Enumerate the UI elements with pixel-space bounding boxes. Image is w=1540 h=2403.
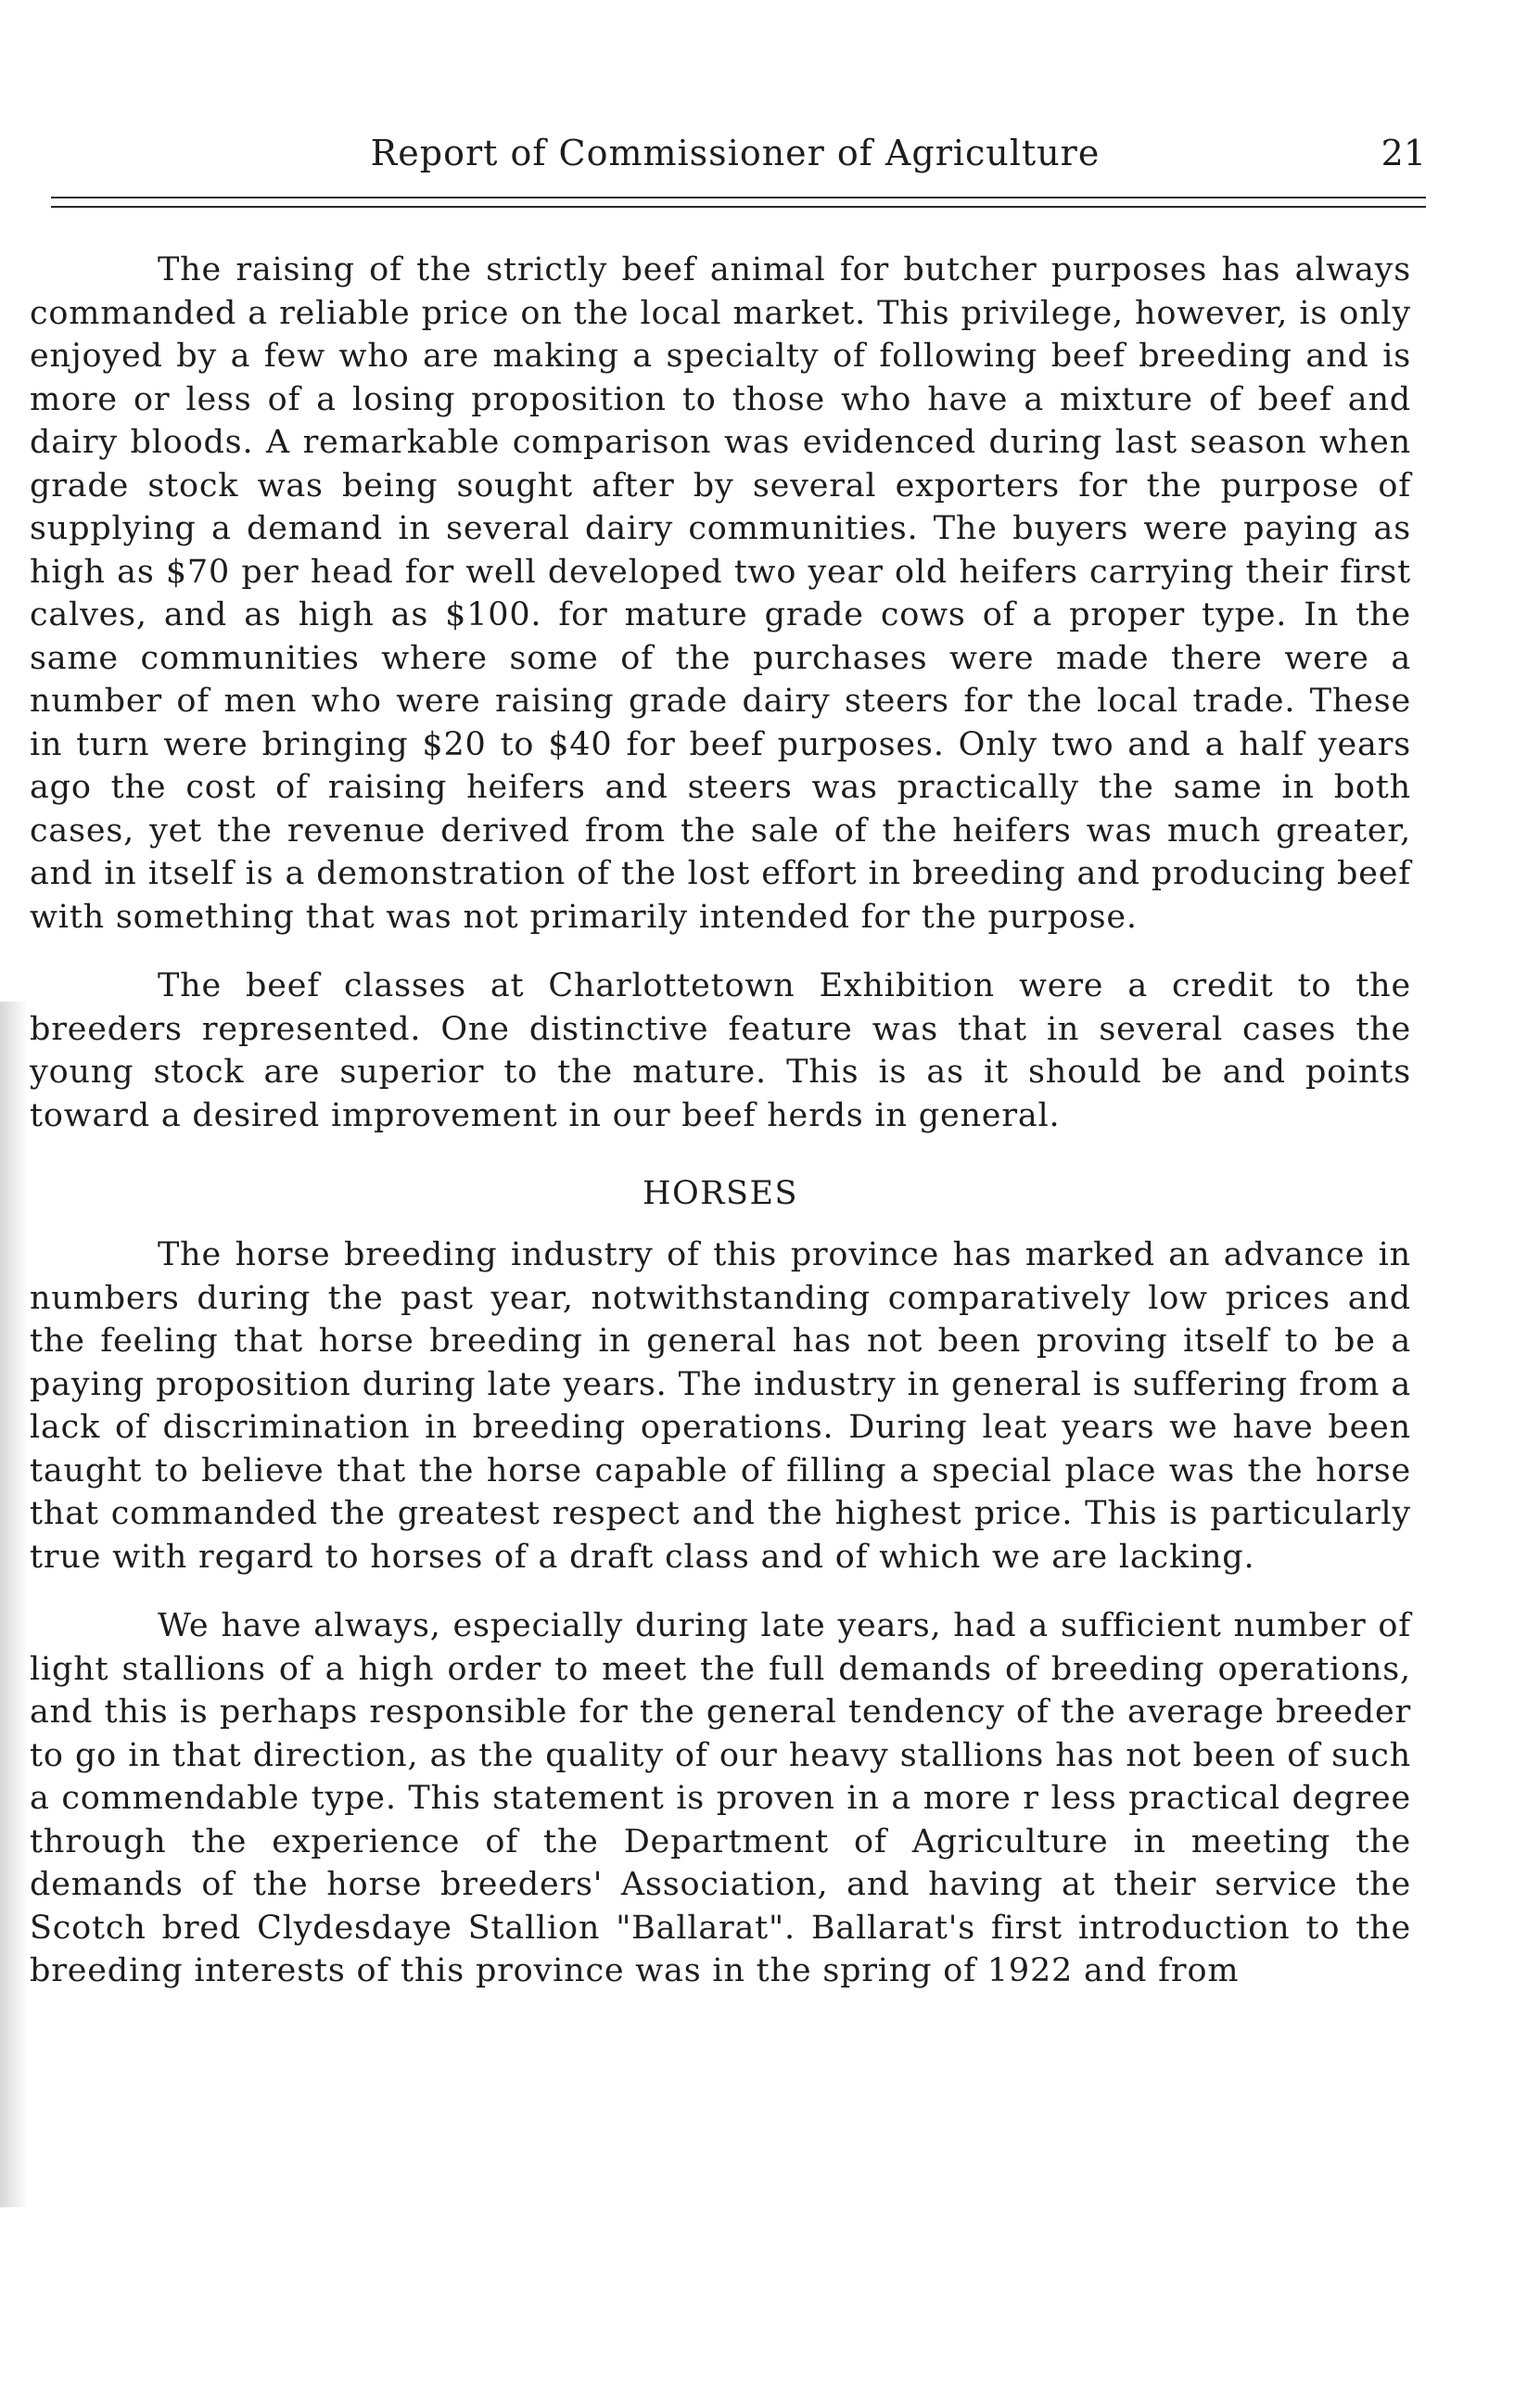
page-body xyxy=(30,249,1411,1993)
header-rule-bottom xyxy=(51,206,1426,208)
section-heading-horses: HORSES xyxy=(642,1175,799,1212)
page-header xyxy=(45,130,1426,185)
page-edge-shadow xyxy=(0,1002,28,2207)
page-number: 21 xyxy=(1381,133,1426,173)
paragraph-beef-classes: The beef classes at Charlottetown Exhibition were a credit to the breeders represented. One distinctive feature was that in several cases the young stock are superior to the mature. This is as it should be and points toward a desired improvement in our beef herds in general. xyxy=(30,967,1411,1134)
paragraph-horse-industry: The horse breeding industry of this province has marked an advance in numbers during the past year, notwithstanding comparatively low prices and the feeling that horse breeding in general has not been proving itself to be a paying proposition during late years. The industry in general is suffering from a lack of discrimination in breeding operations. During leat years we have been taught to believe that the horse capable of filling a special place was the horse that commanded the greatest respect and the highest price. This is particularly true with regard to horses of a draft class and of which we are lacking. xyxy=(30,1236,1411,1576)
paragraph-light-stallions: We have always, especially during late years, had a sufficient number of light stallions of a high order to meet the full demands of breeding operations, and this is perhaps responsible for the general tendency of the average breeder to go in that direction, as the quality of our heavy stallions has not been of such a commendable type. This statement is proven in a more r less practical degree through the experience of the Department of Agriculture in meeting the demands of the horse breeders' Association, and having at their service the Scotch bred Clydesdaye Stallion "Ballarat". Ballarat's first introduction to the breeding interests of this province was in the spring of 1922 and from xyxy=(30,1607,1411,1989)
header-rule-top xyxy=(51,197,1426,198)
paragraph-beef-prices: The raising of the strictly beef animal for butcher purposes has always commanded a reliable price on the local market. This privilege, however, is only enjoyed by a few who are making a specialty of following beef breeding and is more or less of a losing proposition to those who have a mixture of beef and dairy bloods. A remarkable comparison was evidenced during last season when grade stock was being sought after by several exporters for the purpose of supplying a demand in several dairy communities. The buyers were paying as high as $70 per head for well developed two year old heifers carrying their first calves, and as high as $100. for mature grade cows of a proper type. In the same communities where some of the purchases were made there were a number of men who were raising grade dairy steers for the local trade. These in turn were bringing $20 to $40 for beef purposes. Only two and a half years ago the cost of raising heifers and steers was practically the same in both cases, yet the revenue derived from the sale of the heifers was much greater, and in itself is a demonstration of the lost effort in breeding and producing beef with something that was not primarily intended for the purpose. xyxy=(30,251,1411,936)
running-title: Report of Commissioner of Agriculture xyxy=(370,133,1101,173)
